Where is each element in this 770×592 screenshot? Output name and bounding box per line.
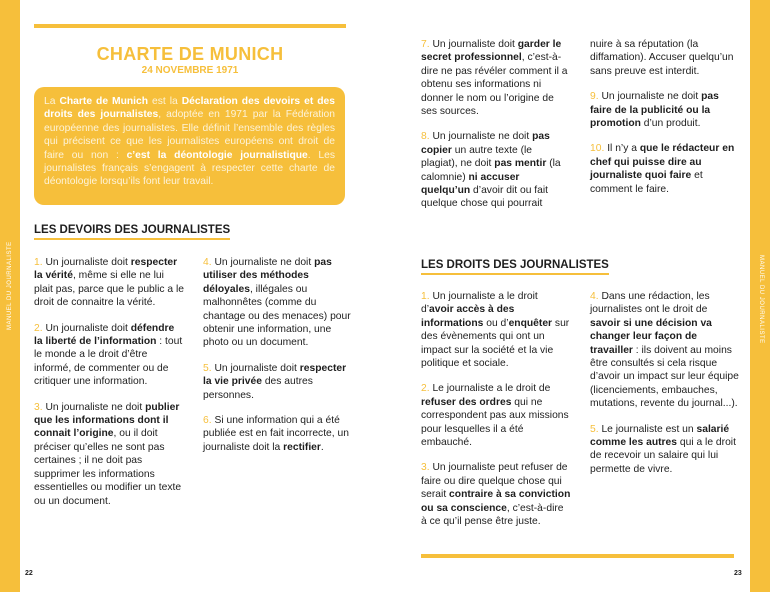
top-rule-left — [34, 24, 346, 28]
item-number: 6. — [203, 415, 212, 427]
body-text: : ils doivent au moins être consultés si cela risque d’avoir un impact sur leur équipe (licenciements, embauches, mutations, revente du journal...). — [590, 344, 739, 410]
item-number: 5. — [590, 423, 599, 435]
body-text: d’avoir dit ou fait quelque chose qui pourrait — [421, 185, 549, 210]
charter-item — [421, 461, 571, 528]
body-text: Un journaliste ne doit — [429, 131, 533, 143]
emphasis-text: pas utiliser des méthodes déloyales — [203, 257, 332, 295]
body-text: , même si elle ne lui plait pas, parce que le public a le droit de connaitre la vérité. — [34, 270, 184, 309]
bottom-rule-right — [421, 554, 734, 558]
body-text: . — [320, 441, 324, 453]
left-edge-band — [0, 0, 20, 592]
emphasis-text: garder le secret professionnel — [421, 39, 562, 64]
charter-item — [34, 322, 184, 389]
page-number-right: 23 — [734, 570, 742, 577]
charter-item — [590, 290, 740, 411]
body-text: : tout le monde a le droit d’être informé, de commenter ou de critiquer une information. — [34, 336, 183, 388]
body-text: Un journaliste peut refuser de faire ou dire quelque chose qui serait — [421, 462, 568, 501]
page-date: 24 NOVEMBRE 1971 — [141, 65, 239, 76]
body-text: Un journaliste doit — [429, 39, 518, 50]
body-text: un autre texte (le plagiat), ne doit — [421, 144, 533, 170]
devoirs-column-3 — [421, 38, 571, 223]
charter-item — [34, 256, 184, 310]
body-text: Il n’y a — [604, 143, 640, 155]
body-text: Un journaliste a le droit d’ — [421, 291, 538, 316]
body-text: Si une information qui a été publiée est en fait incorrecte, un journaliste doit la — [203, 415, 349, 453]
emphasis-text: refuser des ordres — [421, 396, 512, 408]
body-text: , illégales ou malhonnêtes (comme du chantage ou des menaces) pour obtenir une information, une photo ou un document. — [203, 283, 351, 349]
body-text: d’un produit. — [640, 118, 701, 130]
body-text: Un journaliste doit — [42, 322, 131, 334]
emphasis-text: pas mentir — [494, 158, 547, 170]
emphasis-text: contraire à sa conviction ou sa conscience — [421, 489, 571, 514]
body-text: , c’est-à-dire ne pas révéler comment il a obtenu ses informations ni donner le nom ou l’origine de ses sources. — [421, 52, 568, 118]
item-number: 5. — [203, 362, 212, 374]
charter-item — [590, 38, 740, 78]
item-number: 7. — [421, 39, 430, 50]
body-text: et comment le faire. — [590, 170, 703, 195]
emphasis-text: publier que les informations dont il connait l’origine — [34, 401, 180, 440]
body-text: Un journaliste ne doit — [598, 91, 702, 103]
body-text: Un journaliste doit — [211, 362, 300, 374]
emphasis-text: respecter la vérité — [34, 257, 178, 282]
body-text: Un journaliste doit — [42, 257, 131, 268]
devoirs-heading: LES DEVOIRS DES JOURNALISTES — [34, 224, 230, 240]
body-text: qui a le droit de recevoir un salaire qui lui permette de vivre. — [590, 437, 736, 475]
item-number: 1. — [421, 291, 430, 302]
body-text: Le journaliste est un — [598, 423, 697, 435]
devoirs-column-2 — [203, 256, 353, 466]
emphasis-text: pas faire de la publicité ou la promotion — [590, 91, 719, 130]
droits-heading: LES DROITS DES JOURNALISTES — [421, 259, 609, 275]
emphasis-text: respecter la vie privée — [203, 362, 347, 388]
devoirs-column-1 — [34, 256, 184, 520]
emphasis-text: pas copier — [421, 131, 550, 156]
emphasis-text: Charte de Munich — [59, 96, 149, 107]
item-number: 10. — [590, 143, 605, 155]
spine-label-right: MANUEL DU JOURNALISTE — [758, 255, 764, 344]
emphasis-text: c’est la déontologie journalistique — [126, 149, 308, 161]
charter-item — [203, 362, 353, 402]
spine-label-left: MANUEL DU JOURNALISTE — [7, 241, 13, 330]
droits-column-2 — [590, 290, 740, 488]
intro-box — [34, 87, 345, 205]
charter-item — [421, 290, 571, 370]
emphasis-text: défendre la liberté de l’information — [34, 322, 175, 348]
emphasis-text: ni accuser quelqu’un — [421, 171, 520, 197]
body-text: , ou il doit préciser qu’elles ne sont pas certaines ; il ne doit pas supprimer les informations essentielles ou modifier un texte ou un document. — [34, 428, 182, 507]
charter-item — [421, 130, 571, 210]
body-text: , c’est-à-dire à ce qu’il pense être juste. — [421, 502, 564, 528]
item-number: 9. — [590, 91, 599, 103]
charter-item — [203, 256, 353, 350]
charter-item — [34, 401, 184, 508]
devoirs-column-4 — [590, 38, 740, 208]
body-text: (la calomnie) — [421, 158, 561, 183]
body-text: ou d’ — [483, 317, 509, 329]
item-number: 2. — [34, 322, 43, 334]
emphasis-text: rectifier — [283, 441, 321, 453]
item-number: 3. — [34, 401, 43, 413]
charter-item — [590, 142, 740, 196]
body-text: . Les journalistes français s’engagent à respecter cette charte de déontologie lorsqu’ils font leur travail. — [44, 149, 336, 188]
charter-item — [203, 414, 353, 454]
item-number: 4. — [203, 257, 212, 268]
emphasis-text: enquêter — [508, 317, 553, 329]
item-number: 4. — [590, 291, 599, 302]
charter-item — [421, 382, 571, 449]
item-number: 1. — [34, 257, 43, 268]
body-text: nuire à sa réputation (la diffamation). Accuser quelqu’un sans preuve est interdit. — [590, 39, 734, 77]
item-number: 8. — [421, 131, 430, 143]
emphasis-text: que le rédacteur en chef qui puisse dire au journaliste quoi faire — [590, 143, 735, 182]
charter-item — [590, 90, 740, 130]
body-text: Un journaliste ne doit — [42, 401, 146, 413]
emphasis-text: Déclaration des devoirs et des droits des journalistes — [44, 96, 335, 121]
body-text: des autres personnes. — [203, 376, 313, 401]
charter-item — [590, 423, 740, 477]
right-edge-band — [750, 0, 770, 592]
intro-text — [44, 96, 335, 187]
charter-item — [421, 38, 571, 118]
body-text: sur des évènements qui ont un impact sur la société et la vie politique et sociale. — [421, 317, 570, 370]
droits-column-1 — [421, 290, 571, 541]
body-text: , adoptée en 1971 par la Fédération européenne des journalistes. Elle définit l’ensemble des règles qui précisent ce que les journalistes européens ont droit de faire ou non : — [44, 109, 335, 161]
body-text: Dans une rédaction, les journalistes ont le droit de — [590, 291, 710, 316]
page-title: CHARTE DE MUNICH — [96, 44, 284, 64]
emphasis-text: salarié comme les autres — [590, 423, 730, 449]
emphasis-text: avoir accès à des informations — [421, 304, 515, 329]
body-text: Un journaliste ne doit — [211, 257, 315, 268]
body-text: est la — [148, 96, 182, 107]
item-number: 2. — [421, 383, 430, 395]
emphasis-text: savoir si une décision va changer leur façon de travailler — [590, 317, 712, 356]
page-number-left: 22 — [25, 570, 33, 577]
body-text: qui ne correspondent pas aux missions pour lesquelles il a été embauché. — [421, 396, 569, 449]
item-number: 3. — [421, 462, 430, 474]
body-text: Le journaliste a le droit de — [429, 383, 551, 395]
body-text: La — [44, 96, 60, 107]
